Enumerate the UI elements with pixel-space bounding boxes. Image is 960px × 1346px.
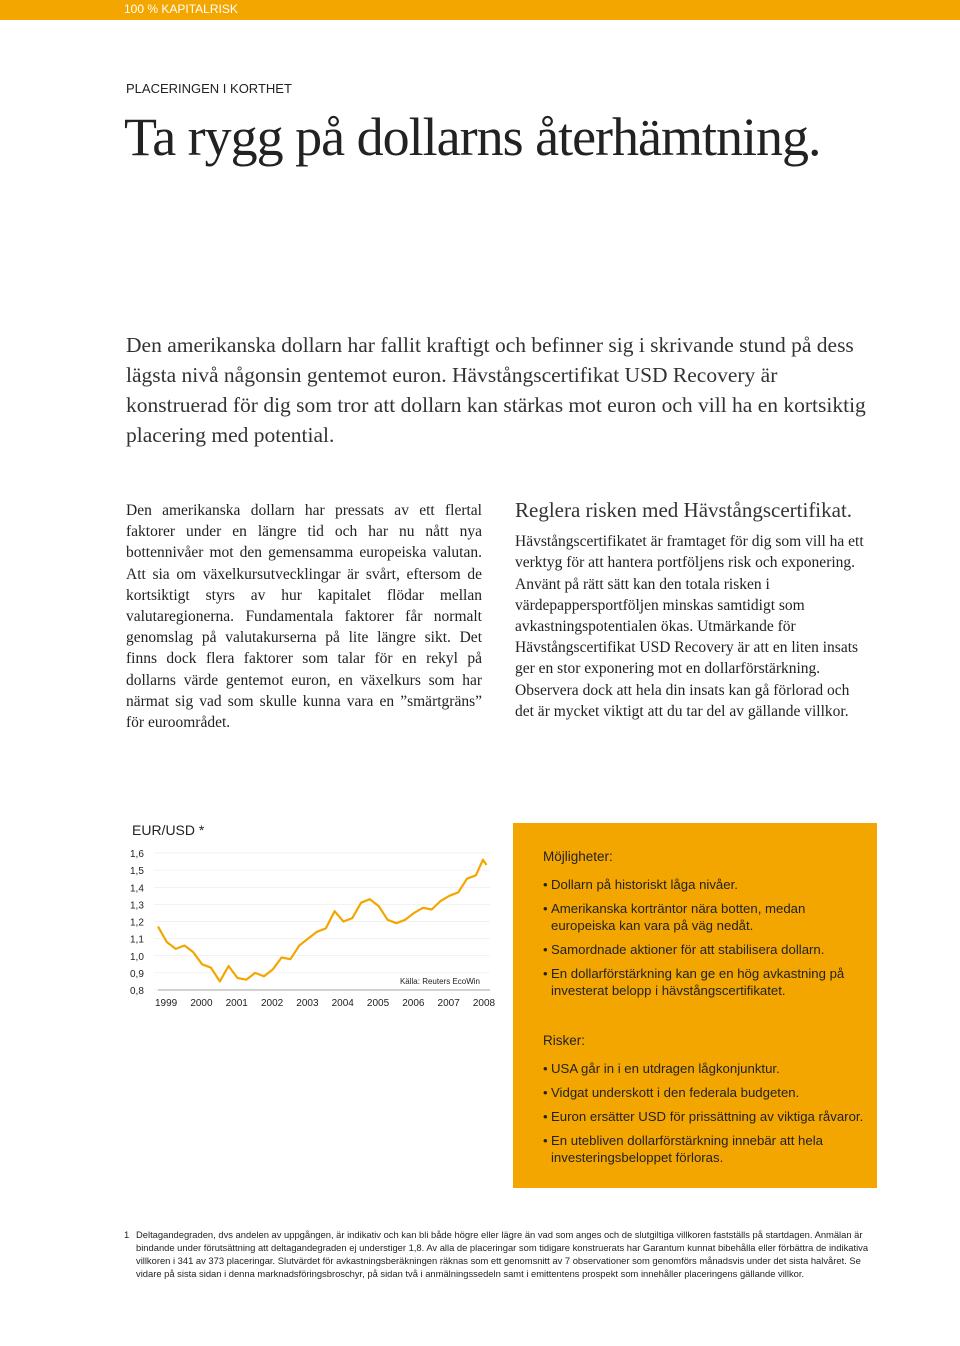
opportunity-item: [543, 965, 873, 999]
x-tick-label: 2000: [190, 998, 213, 1009]
x-tick-label: 2004: [331, 998, 354, 1009]
risk-item: [543, 1108, 873, 1125]
opportunities-title: Möjligheter:: [543, 849, 613, 864]
y-tick-label: 1,5: [130, 866, 144, 878]
y-tick-label: 1,1: [130, 934, 144, 946]
y-tick-label: 1,0: [130, 951, 144, 963]
risks-list: [543, 1060, 873, 1166]
y-tick-label: 1,6: [130, 849, 144, 860]
y-tick-label: 1,2: [130, 917, 144, 929]
x-tick-label: 1999: [155, 998, 178, 1009]
chart-source: Källa: Reuters EcoWin: [399, 977, 480, 986]
bullet: •: [543, 942, 548, 957]
x-tick-label: 2005: [366, 998, 390, 1009]
x-tick-label: 2001: [225, 998, 248, 1009]
right-column: [515, 500, 871, 722]
chart-title: EUR/USD *: [132, 822, 205, 838]
bullet: •: [543, 1085, 548, 1100]
x-tick-label: 2007: [437, 998, 460, 1009]
x-tick-label: 2006: [402, 998, 425, 1009]
lead-paragraph: Den amerikanska dollarn har fallit kraftigt och befinner sig i skrivande stund på dess lägsta nivå någonsin gentemot euron. Hävstångscertifikat USD Recovery är konstruerad för dig som tror att dollarn kan stärkas mot euron och vill ha en kortsiktig placering med potential.: [126, 333, 866, 447]
y-tick-label: 1,4: [130, 883, 144, 895]
risk-item: [543, 1060, 873, 1077]
top-band: [0, 0, 960, 20]
right-column-text: Hävstångscertifikatet är framtaget för dig som vill ha ett verktyg för att hantera portföljens risk och exponering. Använt på rätt sätt kan den totala risken i värdepappersportföljen minskas samtidigt som avkastningspotentialen ökas. Utmärkande för Hävstångscertifikat USD Recovery är att en liten insats ger en stor exponering mot en dollarförstärkning. Observera dock att hela din insats kan gå förlorad och det är mycket viktigt att du tar del av gällande villkor.: [515, 533, 864, 720]
risks-title: Risker:: [543, 1033, 586, 1048]
y-tick-label: 1,3: [130, 900, 144, 912]
bullet: •: [543, 901, 548, 916]
opportunity-item-text: Samordnade aktioner för att stabilisera dollarn.: [551, 942, 825, 957]
left-column-text: Den amerikanska dollarn har pressats av ett flertal faktorer under en längre tid och har nu nått nya bottennivåer mot den gemensamma europeiska valutan. Att sia om växelkursutvecklingar är svårt, eftersom de kortsiktigt styrs av hur kapitalet flödar mellan valutaregionerna. Fundamentala faktorer får normalt genomslag på valutakurserna på lite längre sikt. Det finns dock flera faktorer som talar för en rekyl på dollarns värde gentemot euron, en växelkurs som har närmat sig vad som skulle kunna vara en ”smärtgräns” för euroområdet.: [126, 502, 482, 732]
risk-item-text: USA går in i en utdragen lågkonjunktur.: [551, 1061, 780, 1076]
risk-item: [543, 1084, 873, 1101]
right-column-heading: Reglera risken med Hävstångscertifikat.: [515, 498, 853, 522]
bullet: •: [543, 1109, 548, 1124]
footnote-number: 1: [124, 1229, 130, 1240]
risks-section: [543, 1033, 873, 1173]
opportunities-section: [543, 849, 873, 1006]
kicker: PLACERINGEN I KORTHET: [126, 81, 292, 96]
bullet: •: [543, 966, 548, 981]
opportunities-risks-box: [513, 823, 877, 1188]
opportunities-list: [543, 876, 873, 999]
risk-item-text: En utebliven dollarförstärkning innebär att hela investeringsbeloppet förloras.: [551, 1133, 823, 1165]
y-tick-label: 0,8: [130, 986, 144, 997]
capital-risk-label: 100 % KAPITALRISK: [124, 2, 238, 16]
risk-item: [543, 1132, 873, 1166]
x-tick-label: 2002: [260, 998, 284, 1009]
bullet: •: [543, 1133, 548, 1148]
opportunity-item: [543, 900, 873, 934]
eur-usd-chart: [120, 840, 500, 1020]
opportunity-item-text: Amerikanska korträntor nära botten, medan europeiska kan vara på väg nedåt.: [551, 901, 806, 933]
opportunity-item: [543, 941, 873, 958]
x-tick-label: 2008: [472, 998, 496, 1009]
series-line: [158, 860, 487, 982]
opportunity-item: [543, 876, 873, 893]
bullet: •: [543, 877, 548, 892]
footnote-text: Deltagandegraden, dvs andelen av uppgången, är indikativ och kan bli både högre eller lägre än vad som anges och de slutgiltiga villkoren fastställs på startdagen. Anmälan är bindande under förutsättning att deltagandegraden ej understiger 1,8. Av alla de placeringar som tidigare konstruerats har Garantum kunnat bibehålla eller förbättra de indikativa villkoren i 341 av 373 placeringar. Slutvärdet för avkastningsberäkningen räknas som ett genomsnitt av 7 observationer som genomförs månadsvis under det sista halvåret. Se vidare på sista sidan i denna marknadsföringsbroschyr, på sidan två i anmälningssedeln samt i emittentens prospekt som innehåller placeringens gällande villkor.: [136, 1229, 869, 1279]
y-tick-label: 0,9: [130, 968, 144, 980]
x-tick-label: 2003: [296, 998, 319, 1009]
opportunity-item-text: En dollarförstärkning kan ge en hög avkastning på investerat belopp i hävstångscertifikatet.: [551, 966, 845, 998]
bullet: •: [543, 1061, 548, 1076]
risk-item-text: Vidgat underskott i den federala budgeten.: [551, 1085, 800, 1100]
opportunity-item-text: Dollarn på historiskt låga nivåer.: [551, 877, 738, 892]
page-title: Ta rygg på dollarns återhämtning.: [124, 107, 821, 167]
risk-item-text: Euron ersätter USD för prissättning av viktiga råvaror.: [551, 1109, 864, 1124]
